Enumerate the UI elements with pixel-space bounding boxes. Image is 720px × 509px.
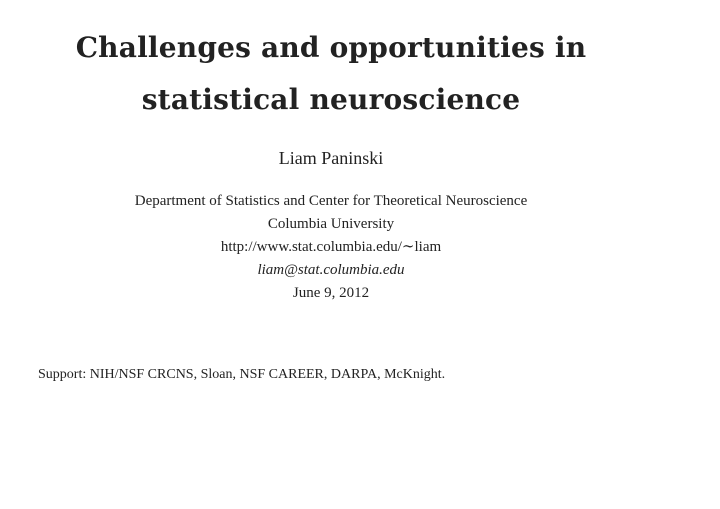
university-line: Columbia University xyxy=(267,216,395,232)
author-name: Liam Paninski xyxy=(278,148,384,168)
email-address: liam@stat.columbia.edu xyxy=(257,262,405,278)
title-line-1: Challenges and opportunities in xyxy=(75,31,587,64)
support-acknowledgement: Support: NIH/NSF CRCNS, Sloan, NSF CAREER, DARPA, McKnight. xyxy=(38,367,446,382)
title-line-2: statistical neuroscience xyxy=(141,83,521,116)
department-line: Department of Statistics and Center for Theoretical Neuroscience xyxy=(134,193,528,209)
slide-title xyxy=(0,22,662,126)
affiliation-block xyxy=(0,190,662,305)
date-line: June 9, 2012 xyxy=(292,285,370,301)
homepage-url: http://www.stat.columbia.edu/∼liam xyxy=(220,239,442,255)
